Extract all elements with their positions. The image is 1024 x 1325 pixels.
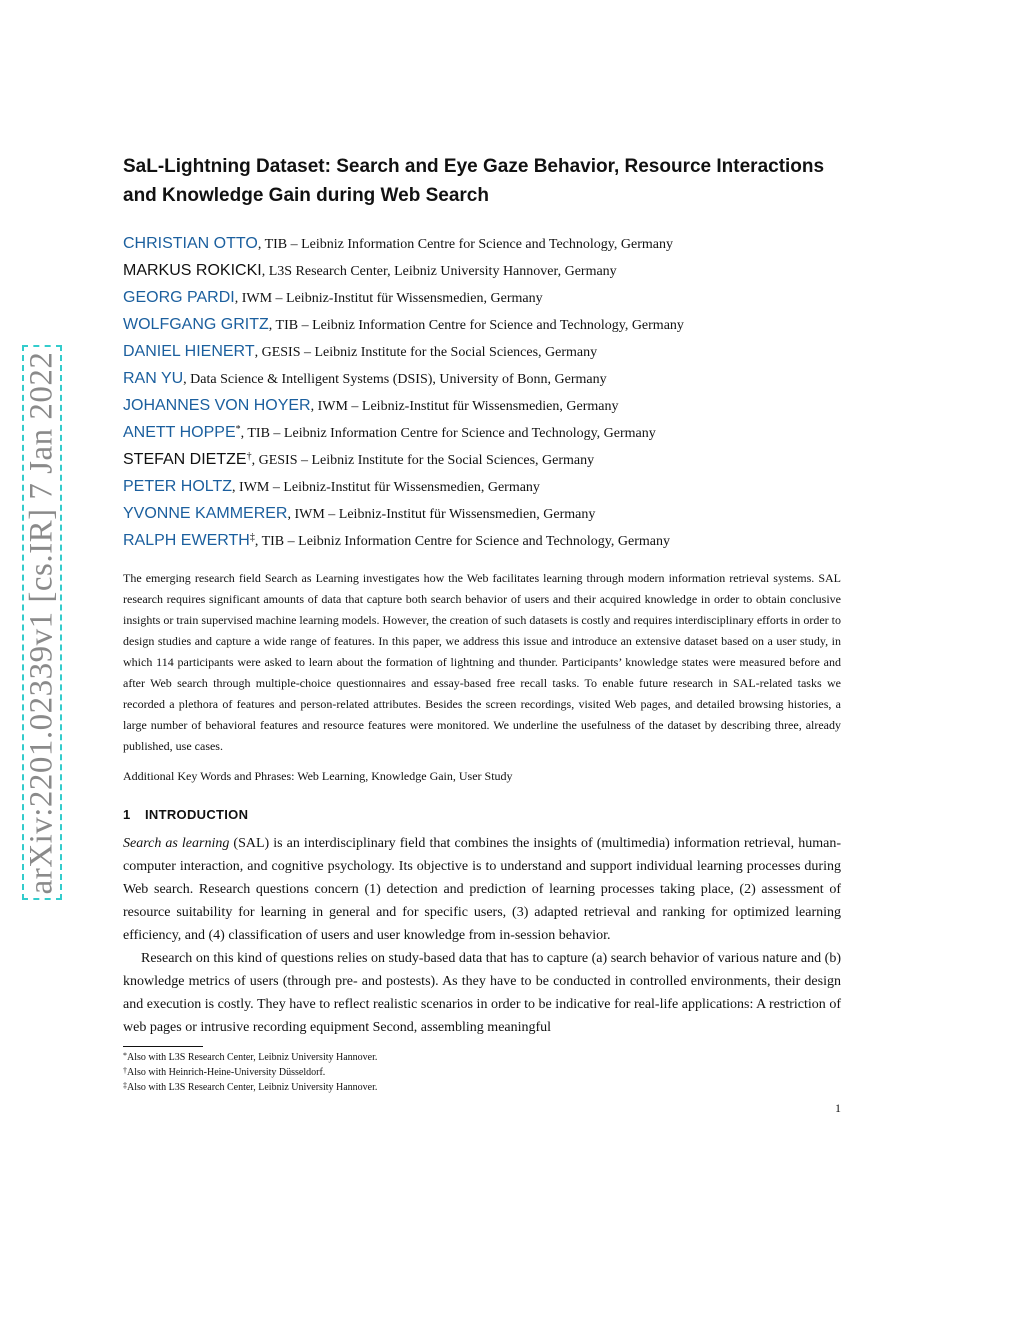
- author-affiliation: , GESIS – Leibniz Institute for the Social Sciences, Germany: [251, 453, 595, 468]
- author-name: MARKUS ROKICKI: [123, 262, 262, 279]
- author-entry: [123, 419, 841, 446]
- footnote-text: Also with L3S Research Center, Leibniz University Hannover.: [127, 1082, 378, 1093]
- intro-paragraph-2: Research on this kind of questions relies on study-based data that has to capture (a) search behavior of various nature and (b) knowledge metrics of users (through pre- and postests). As they have to be conducted in controlled environments, their design and execution is costly. They have to reflect realistic scenarios in order to be indicative for real-life applications: A restriction of web pages or intrusive recording equipment Second, assembling meaningful: [123, 951, 841, 1035]
- author-affiliation: , TIB – Leibniz Information Centre for Science and Technology, Germany: [257, 237, 673, 252]
- section-number: 1: [123, 807, 131, 822]
- author-affiliation: , IWM – Leibniz-Institut für Wissensmedien, Germany: [232, 480, 540, 495]
- page-number: 1: [835, 1101, 841, 1115]
- section-title: INTRODUCTION: [145, 807, 249, 822]
- arxiv-stamp: [22, 345, 62, 900]
- footnote: [123, 1080, 841, 1095]
- author-entry: [123, 527, 841, 554]
- paragraph-text: (SAL) is an interdisciplinary field that combines the insights of (multimedia) information retrieval, human-computer interaction, and cognitive psychology. Its objective is to understand and support individual learning processes during Web search. Research questions concern (1) detection and prediction of learning processes taking place, (2) assessment of resource suitability for learning in general and for specific users, (3) adapted retrieval and ranking for optimized learning efficiency, and (4) classification of users and user knowledge from in-session behavior.: [123, 836, 841, 943]
- author-footnote-mark[interactable]: *: [235, 424, 241, 435]
- author-name[interactable]: CHRISTIAN OTTO: [123, 235, 258, 252]
- author-name[interactable]: GEORG PARDI: [123, 289, 235, 306]
- author-entry: [123, 473, 841, 500]
- author-affiliation: , L3S Research Center, Leibniz University Hannover, Germany: [261, 264, 617, 279]
- author-entry: [123, 446, 841, 473]
- author-entry: [123, 392, 841, 419]
- author-entry: [123, 257, 841, 284]
- author-affiliation: , IWM – Leibniz-Institut für Wissensmedien, Germany: [287, 507, 596, 522]
- footnote-text: Also with L3S Research Center, Leibniz University Hannover.: [127, 1052, 378, 1063]
- author-affiliation: , TIB – Leibniz Information Centre for Science and Technology, Germany: [240, 426, 656, 441]
- author-name: STEFAN DIETZE: [123, 451, 247, 468]
- section-heading-introduction: [123, 807, 841, 822]
- keywords: Additional Key Words and Phrases: Web Learning, Knowledge Gain, User Study: [123, 769, 513, 783]
- author-affiliation: , TIB – Leibniz Information Centre for Science and Technology, Germany: [268, 318, 684, 333]
- intro-paragraph-1: [123, 832, 841, 947]
- author-affiliation: , IWM – Leibniz-Institut für Wissensmedien, Germany: [234, 291, 543, 306]
- author-name[interactable]: ANETT HOPPE: [123, 424, 236, 441]
- footnote-mark: ‡: [123, 1081, 127, 1090]
- author-affiliation: , Data Science & Intelligent Systems (DSIS), University of Bonn, Germany: [183, 372, 607, 387]
- footnote-mark: *: [123, 1051, 127, 1060]
- paper-title: SaL-Lightning Dataset: Search and Eye Gaze Behavior, Resource Interactions and Knowledge Gain during Web Search: [123, 156, 825, 206]
- footnote-text: Also with Heinrich-Heine-University Düsseldorf.: [127, 1067, 326, 1078]
- author-affiliation: , GESIS – Leibniz Institute for the Social Sciences, Germany: [254, 345, 598, 360]
- author-affiliation: , IWM – Leibniz-Institut für Wissensmedien, Germany: [310, 399, 619, 414]
- footnote-mark: †: [123, 1066, 127, 1075]
- author-name[interactable]: PETER HOLTZ: [123, 478, 233, 495]
- arxiv-identifier: arXiv:2201.02339v1 [cs.IR] 7 Jan 2022: [23, 351, 60, 894]
- author-entry: [123, 311, 841, 338]
- author-name[interactable]: YVONNE KAMMERER: [123, 505, 288, 522]
- author-name[interactable]: WOLFGANG GRITZ: [123, 316, 269, 333]
- emphasis-term: Search as learning: [123, 836, 230, 851]
- author-name[interactable]: DANIEL HIENERT: [123, 343, 255, 360]
- footnote: [123, 1065, 841, 1080]
- author-entry: [123, 365, 841, 392]
- author-footnote-mark[interactable]: ‡: [249, 532, 255, 543]
- author-affiliation: , TIB – Leibniz Information Centre for Science and Technology, Germany: [254, 534, 670, 549]
- author-name[interactable]: RALPH EWERTH: [123, 532, 250, 549]
- author-list: [123, 230, 841, 554]
- author-entry: [123, 338, 841, 365]
- author-name[interactable]: JOHANNES VON HOYER: [123, 397, 311, 414]
- author-entry: [123, 500, 841, 527]
- paper-first-page: [123, 152, 841, 1039]
- author-footnote-mark[interactable]: †: [246, 451, 252, 462]
- author-name[interactable]: RAN YU: [123, 370, 184, 387]
- footnote-divider: [123, 1046, 203, 1047]
- footnote: [123, 1050, 841, 1065]
- abstract: The emerging research field Search as Learning investigates how the Web facilitates learning through modern information retrieval systems. SAL research requires significant amounts of data that capture both search behavior of users and their acquired knowledge in order to obtain conclusive insights or train supervised machine learning models. However, the creation of such datasets is costly and requires interdisciplinary efforts in order to design studies and capture a wide range of features. In this paper, we address this issue and introduce an extensive dataset based on a user study, in which 114 participants were asked to learn about the formation of lightning and thunder. Participants’ knowledge states were measured before and after Web search through multiple-choice questionnaires and essay-based free recall tasks. To enable future research in SAL-related tasks we recorded a plethora of features and person-related attributes. Besides the screen recordings, visited Web pages, and detailed browsing histories, a large number of behavioral features and resource features were monitored. We underline the usefulness of the dataset by describing three, already published, use cases.: [123, 571, 841, 753]
- footnotes: [123, 1050, 841, 1095]
- author-entry: [123, 230, 841, 257]
- author-entry: [123, 284, 841, 311]
